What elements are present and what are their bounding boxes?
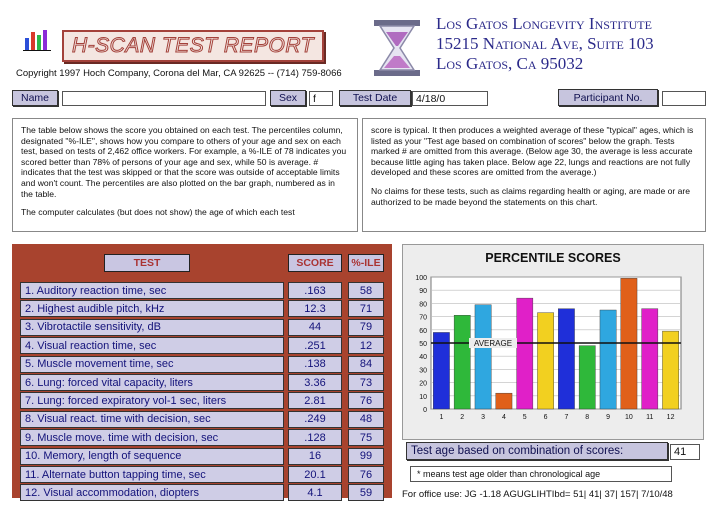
percentile-cell: 99	[348, 448, 384, 465]
bar	[600, 310, 616, 409]
percentile-cell: 73	[348, 374, 384, 391]
percentile-cell: 76	[348, 466, 384, 483]
score-cell: 16	[288, 448, 342, 465]
x-tick-label: 7	[564, 414, 569, 421]
percentile-cell: 75	[348, 429, 384, 446]
name-field[interactable]	[62, 91, 266, 106]
table-row	[20, 429, 384, 446]
score-cell: .128	[288, 429, 342, 446]
explanation-left-p2: The computer calculates (but does not show) the age of which each test	[21, 207, 295, 218]
x-tick-label: 12	[666, 414, 675, 421]
x-tick-label: 8	[585, 414, 590, 421]
copyright-line: Copyright 1997 Hoch Company, Corona del Mar, CA 92625 -- (714) 759-8066	[16, 68, 342, 79]
score-cell: 20.1	[288, 466, 342, 483]
hourglass-logo-icon	[368, 18, 426, 78]
explanation-right-p2: No claims for these tests, such as claims regarding health or aging, are made or are authorized to be made beyond the statements on this chart.	[371, 185, 691, 207]
test-name-cell: 3. Vibrotactile sensitivity, dB	[20, 319, 284, 336]
percentile-cell: 79	[348, 319, 384, 336]
bar	[558, 309, 574, 409]
score-cell: .249	[288, 411, 342, 428]
x-tick-label: 5	[522, 414, 527, 421]
score-cell: .251	[288, 337, 342, 354]
chart-plot	[403, 245, 705, 441]
y-tick-label: 80	[419, 301, 427, 309]
sex-field[interactable]: f	[309, 91, 333, 106]
test-age-note: * means test age older than chronological age	[410, 466, 672, 482]
percentile-cell: 59	[348, 484, 384, 501]
y-tick-label: 20	[419, 380, 427, 388]
test-date-field[interactable]: 4/18/0	[412, 91, 488, 106]
participant-label: Participant No.	[558, 89, 658, 106]
y-tick-label: 0	[423, 407, 427, 414]
y-tick-label: 40	[419, 354, 427, 362]
participant-field[interactable]	[662, 91, 706, 106]
table-row	[20, 300, 384, 317]
percentile-cell: 84	[348, 356, 384, 373]
test-age-label: Test age based on combination of scores:	[406, 442, 668, 460]
y-tick-label: 30	[419, 367, 427, 375]
percentile-cell: 71	[348, 300, 384, 317]
institute-info	[436, 14, 654, 74]
table-row	[20, 484, 384, 501]
x-tick-label: 4	[501, 414, 506, 421]
table-row	[20, 374, 384, 391]
explanation-right	[362, 118, 706, 232]
x-tick-label: 2	[460, 414, 465, 421]
test-name-cell: 12. Visual accommodation, diopters	[20, 484, 284, 501]
table-row	[20, 466, 384, 483]
score-cell: .138	[288, 356, 342, 373]
percentile-cell: 48	[348, 411, 384, 428]
office-use-line: For office use: JG -1.18 AGUGLIHTIbd= 51| 41| 37| 157| 7/10/48	[402, 489, 673, 500]
institute-name: Los Gatos Longevity Institute	[436, 14, 652, 33]
bar	[496, 393, 512, 409]
bar	[454, 315, 470, 409]
x-tick-label: 10	[625, 414, 633, 421]
test-name-cell: 4. Visual reaction time, sec	[20, 337, 284, 354]
test-name-cell: 5. Muscle movement time, sec	[20, 356, 284, 373]
y-tick-label: 100	[415, 275, 427, 282]
table-row	[20, 392, 384, 409]
y-tick-label: 90	[419, 288, 427, 296]
explanation-left	[12, 118, 358, 232]
test-name-cell: 1. Auditory reaction time, sec	[20, 282, 284, 299]
x-tick-label: 9	[606, 414, 611, 421]
score-cell: .163	[288, 282, 342, 299]
y-tick-label: 50	[419, 341, 427, 348]
bar	[537, 313, 553, 409]
name-label: Name	[12, 90, 58, 106]
x-tick-label: 11	[646, 414, 654, 421]
table-row	[20, 337, 384, 354]
score-column-header: SCORE	[288, 254, 342, 272]
bar	[517, 298, 533, 409]
table-row	[20, 282, 384, 299]
table-row	[20, 411, 384, 428]
percentile-cell: 76	[348, 392, 384, 409]
percentile-cell: 58	[348, 282, 384, 299]
table-row	[20, 319, 384, 336]
table-row	[20, 356, 384, 373]
bar	[433, 332, 449, 409]
bar	[642, 309, 658, 409]
test-name-cell: 2. Highest audible pitch, kHz	[20, 300, 284, 317]
test-name-cell: 6. Lung: forced vital capacity, liters	[20, 374, 284, 391]
table-row	[20, 448, 384, 465]
test-age-value: 41	[670, 444, 700, 460]
y-tick-label: 60	[419, 327, 427, 335]
test-name-cell: 9. Muscle move. time with decision, sec	[20, 429, 284, 446]
score-cell: 4.1	[288, 484, 342, 501]
x-tick-label: 1	[439, 414, 444, 421]
chart-title: PERCENTILE SCORES	[485, 251, 621, 265]
y-tick-label: 70	[419, 314, 427, 322]
sex-label: Sex	[270, 90, 306, 106]
test-name-cell: 7. Lung: forced expiratory vol-1 sec, liters	[20, 392, 284, 409]
x-tick-label: 6	[543, 414, 548, 421]
test-name-cell: 8. Visual react. time with decision, sec	[20, 411, 284, 428]
test-date-label: Test Date	[339, 90, 411, 106]
test-column-header: TEST	[104, 254, 190, 272]
test-name-cell: 10. Memory, length of sequence	[20, 448, 284, 465]
institute-address: 15215 National Ave, Suite 103	[436, 34, 654, 53]
score-cell: 12.3	[288, 300, 342, 317]
score-cell: 44	[288, 319, 342, 336]
bar-chart-logo-icon	[22, 26, 52, 52]
report-title-box	[62, 30, 324, 62]
percentile-chart	[402, 244, 704, 440]
score-table	[12, 244, 392, 498]
bar	[475, 305, 491, 409]
percentile-column-header: %-ILE	[348, 254, 384, 272]
explanation-left-p1: The table below shows the score you obtained on each test. The percentiles column, designated "%-ILE", shows how you compare to others of your age and sex on each test, based on tests of 2,462 office workers. For example, a %-ILE of 78 indicates you scored better than 78% of persons of your age and sex, while 50 is average. # indicates that the test was skipped or that the score was outside of acceptable limits and won't count. The percentiles are also plotted on the bar graph, numbered as in the table.	[21, 125, 347, 199]
institute-city: Los Gatos, Ca 95032	[436, 54, 584, 73]
score-cell: 2.81	[288, 392, 342, 409]
y-tick-label: 10	[419, 393, 427, 401]
bar	[579, 346, 595, 409]
test-name-cell: 11. Alternate button tapping time, sec	[20, 466, 284, 483]
score-cell: 3.36	[288, 374, 342, 391]
average-label: AVERAGE	[473, 339, 513, 348]
explanation-right-p1: score is typical. It then produces a weighted average of these "typical" ages, which is listed as your "Test age based on combination of scores" below the graph. Tests marked # are omitted from this average. (Below age 30, the average is less accurate because little aging has taken place. Below age 22, lungs and reactions are not fully developed and these scores are omitted from the average.)	[371, 125, 694, 178]
report-title: H-SCAN TEST REPORT	[72, 34, 314, 57]
percentile-cell: 12	[348, 337, 384, 354]
x-tick-label: 3	[481, 414, 486, 421]
